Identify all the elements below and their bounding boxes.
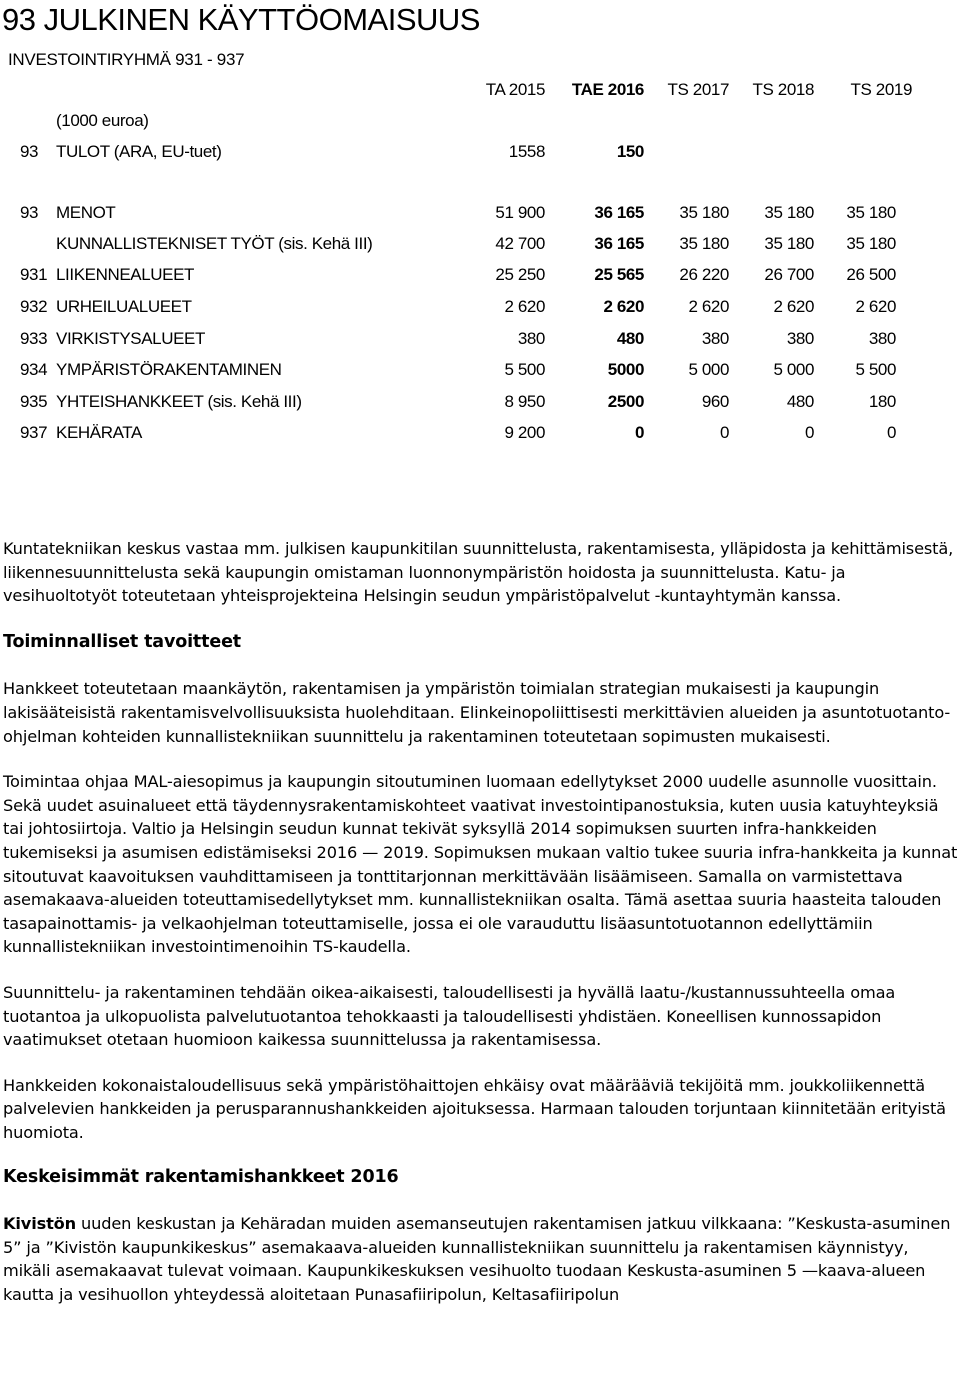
table-cell: 26 500 (846, 265, 896, 284)
table-cell: 36 165 (594, 203, 644, 222)
row-code: 934 (20, 360, 48, 379)
budget-table (0, 0, 960, 470)
table-cell: 25 250 (495, 265, 545, 284)
table-cell: 26 220 (679, 265, 729, 284)
row-code: 935 (20, 392, 48, 411)
table-cell: 36 165 (594, 234, 644, 253)
project-description: uuden keskustan ja Kehäradan muiden asemanseutujen rakentamisen jatkuu vilkkaana: ”Keskusta-asuminen 5” ja ”Kivistön kaupunkikeskus” asemakaava-alueiden kunnallistekniikan suunnittelu ja rakentamisen käynnistyy, mikäli asemakaavat tulevat voimaan. Kaupunkikeskuksen vesihuolto tuodaan Keskusta-asuminen 5 —kaava-alueen kautta ja vesihuollon yhteydessä aloitetaan Punasafiiripolun, Keltasafiiripolun (3, 1214, 951, 1304)
row-code: 937 (20, 423, 48, 442)
table-cell: 2 620 (773, 297, 814, 316)
row-label: KUNNALLISTEKNISET TYÖT (sis. Kehä III) (56, 234, 373, 253)
unit-label: (1000 euroa) (56, 111, 149, 130)
table-cell: 380 (701, 329, 729, 348)
table-cell: 1558 (508, 142, 545, 161)
row-label: URHEILUALUEET (56, 297, 192, 316)
table-cell: 5 000 (773, 360, 814, 379)
table-cell: 35 180 (764, 203, 814, 222)
table-cell: 35 180 (679, 203, 729, 222)
table-cell: 180 (868, 392, 896, 411)
table-cell: 51 900 (495, 203, 545, 222)
column-header-ta-2015: TA 2015 (485, 80, 545, 99)
table-cell: 42 700 (495, 234, 545, 253)
row-code: 933 (20, 329, 48, 348)
paragraph: Hankkeiden kokonaistaloudellisuus sekä ympäristöhaittojen ehkäisy ovat määrääviä tekijöitä mm. joukkoliikennettä palvelevien hankkeiden ja perusparannushankkeiden ajoituksessa. Harmaan talouden torjuntaan kiinnitetään erityistä huomiota. (3, 1075, 946, 1142)
table-cell: 8 950 (504, 392, 545, 411)
column-header-ts-2018: TS 2018 (752, 80, 814, 99)
table-cell: 35 180 (764, 234, 814, 253)
table-cell: 2 620 (504, 297, 545, 316)
row-label: VIRKISTYSALUEET (56, 329, 205, 348)
column-header-tae-2016: TAE 2016 (571, 80, 644, 99)
paragraph (3, 1212, 959, 1306)
row-label: MENOT (56, 203, 116, 222)
table-cell: 380 (868, 329, 896, 348)
table-cell: 0 (804, 423, 814, 442)
row-label: KEHÄRATA (56, 423, 142, 442)
body-text (3, 537, 959, 1306)
table-cell: 5 500 (504, 360, 545, 379)
section-heading-goals: Toiminnalliset tavoitteet (3, 631, 242, 652)
table-cell: 480 (616, 329, 644, 348)
table-cell: 0 (719, 423, 729, 442)
table-cell: 26 700 (764, 265, 814, 284)
row-label: YMPÄRISTÖRAKENTAMINEN (56, 360, 282, 379)
table-cell: 35 180 (846, 234, 896, 253)
table-cell: 2 620 (603, 297, 644, 316)
table-cell: 2500 (607, 392, 644, 411)
table-cell: 25 565 (594, 265, 644, 284)
table-cell: 0 (886, 423, 896, 442)
table-cell: 960 (701, 392, 729, 411)
table-cell: 5 000 (688, 360, 729, 379)
table-cell: 5 500 (855, 360, 896, 379)
row-code: 932 (20, 297, 48, 316)
intro-paragraph: Kuntatekniikan keskus vastaa mm. julkisen kaupunkitilan suunnittelusta, rakentamisesta, ylläpidosta ja kehittämisestä, liikennesuunnittelusta sekä kaupungin omistaman luonnonympäristön hoidosta ja suunnittelusta. Katu- ja vesihuoltotyöt toteutetaan yhteisprojekteina Helsingin seudun ympäristöpalvelut -kuntayhtymän kanssa. (3, 539, 954, 606)
section-heading-projects: Keskeisimmät rakentamishankkeet 2016 (3, 1167, 399, 1188)
row-label: YHTEISHANKKEET (sis. Kehä III) (56, 392, 302, 411)
paragraph: Toimintaa ohjaa MAL-aiesopimus ja kaupungin sitoutuminen luomaan edellytykset 2000 uudelle asunnolle vuosittain. Sekä uudet asuinalueet että täydennysrakentamiskohteet vaativat investointipanostuksia, kuten uusia katuyhteyksiä tai johtosiirtoja. Valtio ja Helsingin seudun kunnat tekivät syksyllä 2014 sopimuksen suurten infra-hankkeiden tukemiseksi ja asumisen edistämiseksi 2016 — 2019. Sopimuksen mukaan valtio tukee suuria infra-hankkeita ja kunnat sitoutuvat kaavoituksen vauhdittamiseen ja tonttitarjonnan merkittävään lisäämiseen. Samalla on varmistettava asemakaava-alueiden toteuttamisedellytykset mm. kunnallistekniikan osalta. Tämä asettaa suuria haasteita talouden tasapainottamis- ja velkaohjelman toteuttamiselle, jossa ei ole varauduttu lisäasuntotuotannon edellyttämiin kunnallistekniikan investointimenoihin TS-kaudella. (3, 772, 958, 957)
column-header-ts-2019: TS 2019 (850, 80, 912, 99)
column-header-ts-2017: TS 2017 (667, 80, 729, 99)
row-code: 931 (20, 265, 48, 284)
row-code: 93 (20, 203, 39, 222)
page-title: 93 JULKINEN KÄYTTÖOMAISUUS (2, 2, 480, 37)
row-label: TULOT (ARA, EU-tuet) (56, 142, 222, 161)
paragraph: Hankkeet toteutetaan maankäytön, rakentamisen ja ympäristön toimialan strategian mukaisesti ja kaupungin lakisääteisistä rakentamisvelvollisuuksista huolehditaan. Elinkeinopoliittisesti merkittävien alueiden ja asuntotuotanto-ohjelman kohteiden kunnallistekniikan suunnittelu ja rakentaminen toteutetaan sopimusten mukaisesti. (3, 679, 951, 746)
table-cell: 380 (517, 329, 545, 348)
paragraph: Suunnittelu- ja rakentaminen tehdään oikea-aikaisesti, taloudellisesti ja hyvällä laatu-/kustannussuhteella omaa tuotantoa ja ulkopuolista palvelutuotantoa tehokkaasti ja taloudellisesti yhdistäen. Koneellisen kunnossapidon vaatimukset otetaan huomioon kaikessa suunnittelussa ja rakentamisessa. (3, 982, 896, 1050)
project-name: Kivistön (3, 1214, 77, 1234)
table-cell: 35 180 (846, 203, 896, 222)
table-cell: 380 (786, 329, 814, 348)
table-cell: 0 (634, 423, 644, 442)
row-label: LIIKENNEALUEET (56, 265, 195, 284)
table-cell: 480 (786, 392, 814, 411)
table-cell: 9 200 (504, 423, 545, 442)
table-cell: 5000 (607, 360, 644, 379)
section-subtitle: INVESTOINTIRYHMÄ 931 - 937 (8, 50, 245, 69)
row-code: 93 (20, 142, 39, 161)
table-cell: 35 180 (679, 234, 729, 253)
table-cell: 150 (616, 142, 644, 161)
table-cell: 2 620 (855, 297, 896, 316)
table-cell: 2 620 (688, 297, 729, 316)
